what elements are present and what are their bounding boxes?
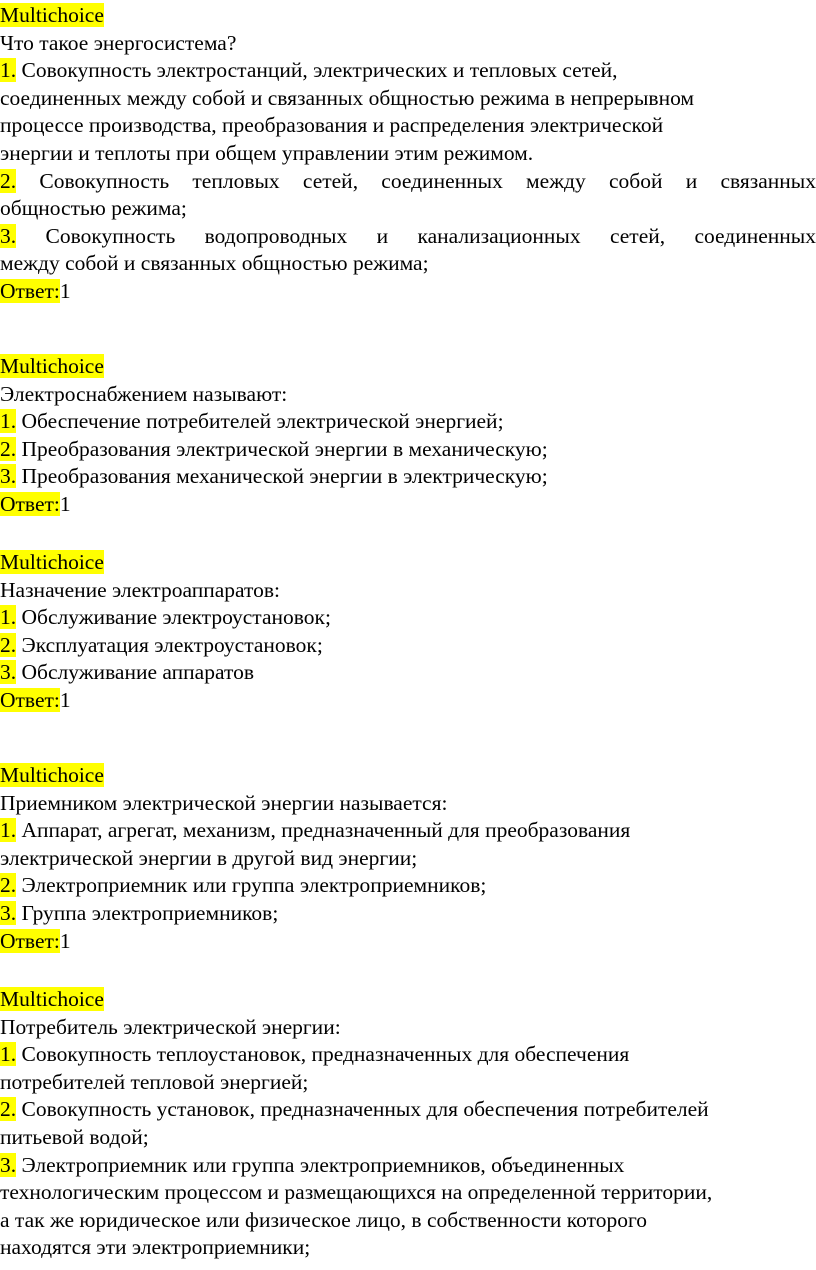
option-3-cont: находятся эти электроприемники; xyxy=(0,1235,311,1260)
option-1-cont: энергии и теплоты при общем управлении этим режимом. xyxy=(0,140,534,165)
option-1-cont: потребителей тепловой энергией; xyxy=(0,1069,309,1094)
option-1-cont: процессе производства, преобразования и распределения электрической xyxy=(0,113,664,138)
option-3: 3. Совокупность водопроводных и канализационных сетей, соединенных xyxy=(0,223,816,248)
question-text: Что такое энергосистема? xyxy=(0,30,237,55)
option-3: 3. Электроприемник или группа электроприемников, объединенных xyxy=(0,1152,625,1177)
option-2-cont: общностью режима; xyxy=(0,196,187,221)
option-2: 2. Совокупность тепловых сетей, соединенных между собой и связанных xyxy=(0,168,816,193)
option-1-cont: электрической энергии в другой вид энергии; xyxy=(0,845,418,870)
option-3: 3. Преобразования механической энергии в электрическую; xyxy=(0,464,548,489)
question-text: Электроснабжением называют: xyxy=(0,381,288,406)
option-3-cont: технологическим процессом и размещающихся на определенной территории, xyxy=(0,1180,713,1205)
question-type: Multichoice xyxy=(0,550,104,574)
option-1-cont: соединенных между собой и связанных общностью режима в непрерывном xyxy=(0,85,695,110)
question-block-1 xyxy=(0,2,816,306)
question-type: Multichoice xyxy=(0,354,104,378)
answer: Ответ:1 xyxy=(0,928,71,953)
question-type: Multichoice xyxy=(0,763,104,787)
answer: Ответ:1 xyxy=(0,278,71,303)
option-1: 1. Совокупность теплоустановок, предназначенных для обеспечения xyxy=(0,1042,630,1067)
question-type: Multichoice xyxy=(0,3,104,27)
option-1: 1. Аппарат, агрегат, механизм, предназначенный для преобразования xyxy=(0,818,631,843)
question-text: Потребитель электрической энергии: xyxy=(0,1014,341,1039)
option-3-cont: а так же юридическое или физическое лицо, в собственности которого xyxy=(0,1207,648,1232)
answer: Ответ:1 xyxy=(0,491,71,516)
option-2: 2. Электроприемник или группа электроприемников; xyxy=(0,873,487,898)
question-block-5 xyxy=(0,986,816,1262)
option-2-cont: питьевой водой; xyxy=(0,1124,149,1149)
option-2: 2. Совокупность установок, предназначенных для обеспечения потребителей xyxy=(0,1097,709,1122)
question-block-2 xyxy=(0,353,816,519)
option-3: 3. Обслуживание аппаратов xyxy=(0,660,254,685)
answer: Ответ:1 xyxy=(0,687,71,712)
question-text: Приемником электрической энергии называется: xyxy=(0,790,448,815)
option-2: 2. Эксплуатация электроустановок; xyxy=(0,632,323,657)
question-block-3 xyxy=(0,549,816,715)
question-block-4 xyxy=(0,762,816,955)
option-1: 1. Обеспечение потребителей электрической энергией; xyxy=(0,409,504,434)
option-2: 2. Преобразования электрической энергии в механическую; xyxy=(0,436,548,461)
option-1: 1. Обслуживание электроустановок; xyxy=(0,605,331,630)
option-3-cont: между собой и связанных общностью режима; xyxy=(0,251,429,276)
question-type: Multichoice xyxy=(0,987,104,1011)
option-1: 1. Совокупность электростанций, электрических и тепловых сетей, xyxy=(0,58,618,83)
option-3: 3. Группа электроприемников; xyxy=(0,900,279,925)
question-text: Назначение электроаппаратов: xyxy=(0,577,281,602)
